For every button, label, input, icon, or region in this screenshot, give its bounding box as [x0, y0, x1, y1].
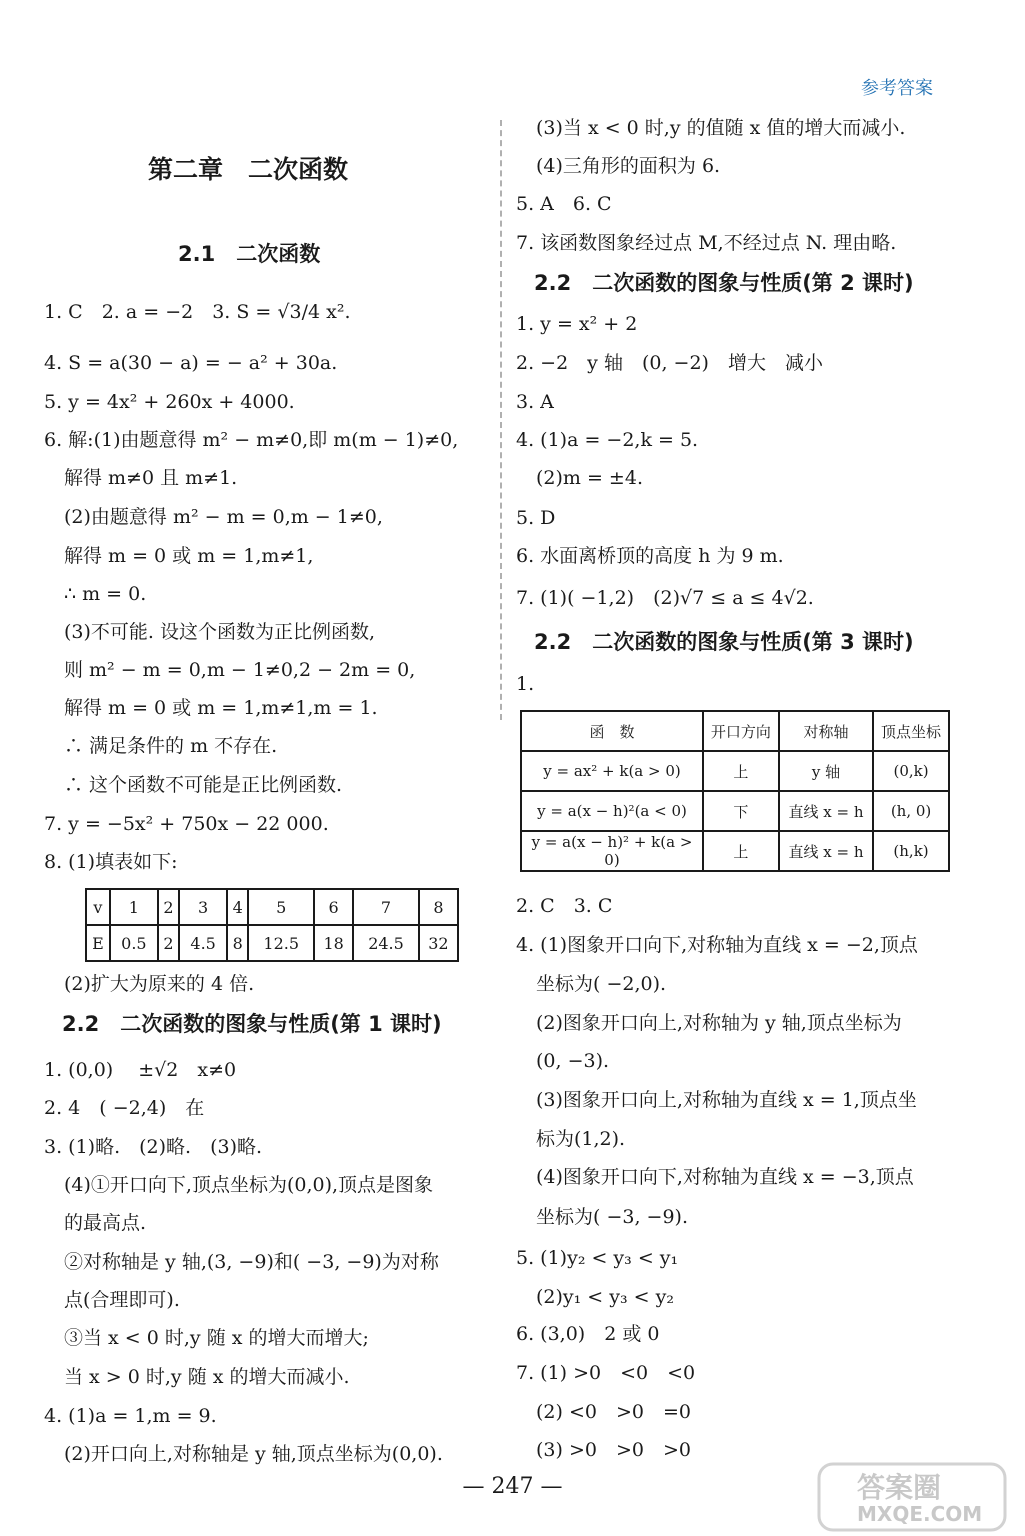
table-cell: 4 — [227, 889, 248, 925]
answer-line: (4)①开口向下,顶点坐标为(0,0),顶点是图象 — [64, 1174, 434, 1196]
table-cell: 24.5 — [353, 925, 419, 961]
section-title-2-2-3: 2.2 二次函数的图象与性质(第 3 课时) — [534, 630, 914, 654]
answer-line: 5. (1)y₂ < y₃ < y₁ — [516, 1247, 679, 1269]
answer-line: 6. (3,0) 2 或 0 — [516, 1323, 660, 1345]
answer-line: 的最高点. — [64, 1212, 147, 1234]
table-cell: E — [86, 925, 110, 961]
answer-line: 标为(1,2). — [536, 1128, 626, 1150]
table-cell: 8 — [419, 889, 458, 925]
table-cell: 直线 x = h — [779, 791, 873, 831]
table-row — [521, 831, 949, 871]
answer-line: (2)图象开口向上,对称轴为 y 轴,顶点坐标为 — [536, 1012, 902, 1034]
section-title-2-2-2: 2.2 二次函数的图象与性质(第 2 课时) — [534, 271, 914, 295]
table-cell: 32 — [419, 925, 458, 961]
table-cell: v — [86, 889, 110, 925]
v-e-table — [85, 888, 459, 962]
table-row — [86, 889, 458, 925]
table-cell: 6 — [314, 889, 353, 925]
table-cell: (0,k) — [873, 751, 949, 791]
table-cell: 函 数 — [521, 711, 703, 751]
answer-line: 3. (1)略. (2)略. (3)略. — [44, 1136, 263, 1158]
table-cell: 12.5 — [248, 925, 314, 961]
answer-line: (4)三角形的面积为 6. — [536, 155, 721, 177]
answer-line: 坐标为( −3, −9). — [536, 1206, 689, 1228]
watermark-title: 答案圈 — [857, 1471, 942, 1504]
answer-line: (2) <0 >0 =0 — [536, 1401, 691, 1423]
answer-line: 4. (1)图象开口向下,对称轴为直线 x = −2,顶点 — [516, 934, 918, 956]
answer-line: (3)图象开口向上,对称轴为直线 x = 1,顶点坐 — [536, 1089, 917, 1111]
table-cell: 下 — [703, 791, 779, 831]
table-cell: (h, 0) — [873, 791, 949, 831]
answer-line: 解得 m = 0 或 m = 1,m≠1,m = 1. — [64, 697, 378, 719]
answer-line: (2)y₁ < y₃ < y₂ — [536, 1286, 674, 1308]
table-cell: y = a(x − h)² + k(a > 0) — [521, 831, 703, 871]
answer-line: 5. y = 4x² + 260x + 4000. — [44, 391, 295, 413]
answer-line: (2)m = ±4. — [536, 467, 643, 489]
answer-line: 1. C 2. a = −2 3. S = √3/4 x². — [44, 301, 351, 323]
answer-line: 则 m² − m = 0,m − 1≠0,2 − 2m = 0, — [64, 659, 416, 681]
answer-line: 7. (1)( −1,2) (2)√7 ≤ a ≤ 4√2. — [516, 587, 814, 609]
answer-line: ③当 x < 0 时,y 随 x 的增大而增大; — [64, 1327, 369, 1349]
answer-line: 4. S = a(30 − a) = − a² + 30a. — [44, 352, 338, 374]
answer-line: 2. C 3. C — [516, 895, 613, 917]
table-cell: 开口方向 — [703, 711, 779, 751]
table-cell: 4.5 — [179, 925, 227, 961]
table-cell: (h,k) — [873, 831, 949, 871]
answer-line: (3) >0 >0 >0 — [536, 1439, 691, 1461]
answer-line: ∴ 这个函数不可能是正比例函数. — [64, 774, 343, 796]
column-divider — [500, 120, 502, 720]
answer-line: (0, −3). — [536, 1050, 610, 1072]
answer-line: 1. y = x² + 2 — [516, 313, 638, 335]
answer-line: 8. (1)填表如下: — [44, 851, 178, 873]
table-row — [86, 925, 458, 961]
table-cell: 7 — [353, 889, 419, 925]
table-cell: y = ax² + k(a > 0) — [521, 751, 703, 791]
answer-line: 点(合理即可). — [64, 1289, 180, 1311]
answer-line: ②对称轴是 y 轴,(3, −9)和( −3, −9)为对称 — [64, 1251, 439, 1273]
answer-line: (2)开口向上,对称轴是 y 轴,顶点坐标为(0,0). — [64, 1443, 443, 1465]
table-cell: 1 — [110, 889, 158, 925]
answer-line: 当 x > 0 时,y 随 x 的增大而减小. — [64, 1366, 350, 1388]
answer-line: 6. 解:(1)由题意得 m² − m≠0,即 m(m − 1)≠0, — [44, 429, 459, 451]
table-cell: 3 — [179, 889, 227, 925]
answer-line: 6. 水面离桥顶的高度 h 为 9 m. — [516, 545, 784, 567]
table-cell: y 轴 — [779, 751, 873, 791]
table-cell: y = a(x − h)²(a < 0) — [521, 791, 703, 831]
table-cell: 18 — [314, 925, 353, 961]
watermark-url: MXQE.COM — [857, 1502, 983, 1526]
answer-line: 解得 m≠0 且 m≠1. — [64, 467, 238, 489]
answer-line: 解得 m = 0 或 m = 1,m≠1, — [64, 545, 314, 567]
table-cell: 2 — [158, 889, 179, 925]
answer-line: ∴ 满足条件的 m 不存在. — [64, 735, 278, 757]
answer-line: 1. — [516, 673, 535, 695]
section-title-2-1: 2.1 二次函数 — [178, 242, 321, 266]
section-title-2-2-1: 2.2 二次函数的图象与性质(第 1 课时) — [62, 1012, 442, 1036]
answer-line: 3. A — [516, 391, 554, 413]
table-cell: 2 — [158, 925, 179, 961]
chapter-title: 第二章 二次函数 — [148, 155, 349, 184]
answer-line: 7. (1) >0 <0 <0 — [516, 1362, 696, 1384]
header-tag: 参考答案 — [861, 78, 933, 99]
answer-line: 2. 4 ( −2,4) 在 — [44, 1097, 205, 1119]
table-cell: 8 — [227, 925, 248, 961]
answer-line: (4)图象开口向下,对称轴为直线 x = −3,顶点 — [536, 1166, 914, 1188]
answer-line: 2. −2 y 轴 (0, −2) 增大 减小 — [516, 352, 823, 374]
table-cell: 对称轴 — [779, 711, 873, 751]
table-cell: 直线 x = h — [779, 831, 873, 871]
answer-line: 坐标为( −2,0). — [536, 973, 667, 995]
answer-line: 7. 该函数图象经过点 M,不经过点 N. 理由略. — [516, 232, 897, 254]
answer-line: 4. (1)a = 1,m = 9. — [44, 1405, 217, 1427]
answer-line: 1. (0,0) ±√2 x≠0 — [44, 1059, 237, 1081]
table-row — [521, 751, 949, 791]
answer-line: (2)扩大为原来的 4 倍. — [64, 973, 255, 995]
table-cell: 0.5 — [110, 925, 158, 961]
answer-line: 4. (1)a = −2,k = 5. — [516, 429, 699, 451]
table-cell: 5 — [248, 889, 314, 925]
table-cell: 上 — [703, 751, 779, 791]
table-cell: 上 — [703, 831, 779, 871]
answer-line: 5. D — [516, 507, 556, 529]
answer-line: ∴ m = 0. — [64, 583, 147, 605]
table-row — [521, 791, 949, 831]
watermark-logo — [817, 1462, 1007, 1532]
table-cell: 顶点坐标 — [873, 711, 949, 751]
answer-line: 5. A 6. C — [516, 193, 612, 215]
answer-line: (2)由题意得 m² − m = 0,m − 1≠0, — [64, 506, 383, 528]
properties-table — [520, 710, 950, 872]
answer-line: 7. y = −5x² + 750x − 22 000. — [44, 813, 329, 835]
answer-line: (3)不可能. 设这个函数为正比例函数, — [64, 621, 376, 643]
page-number: — 247 — — [462, 1474, 563, 1499]
table-row — [521, 711, 949, 751]
answer-line: (3)当 x < 0 时,y 的值随 x 值的增大而减小. — [536, 117, 906, 139]
